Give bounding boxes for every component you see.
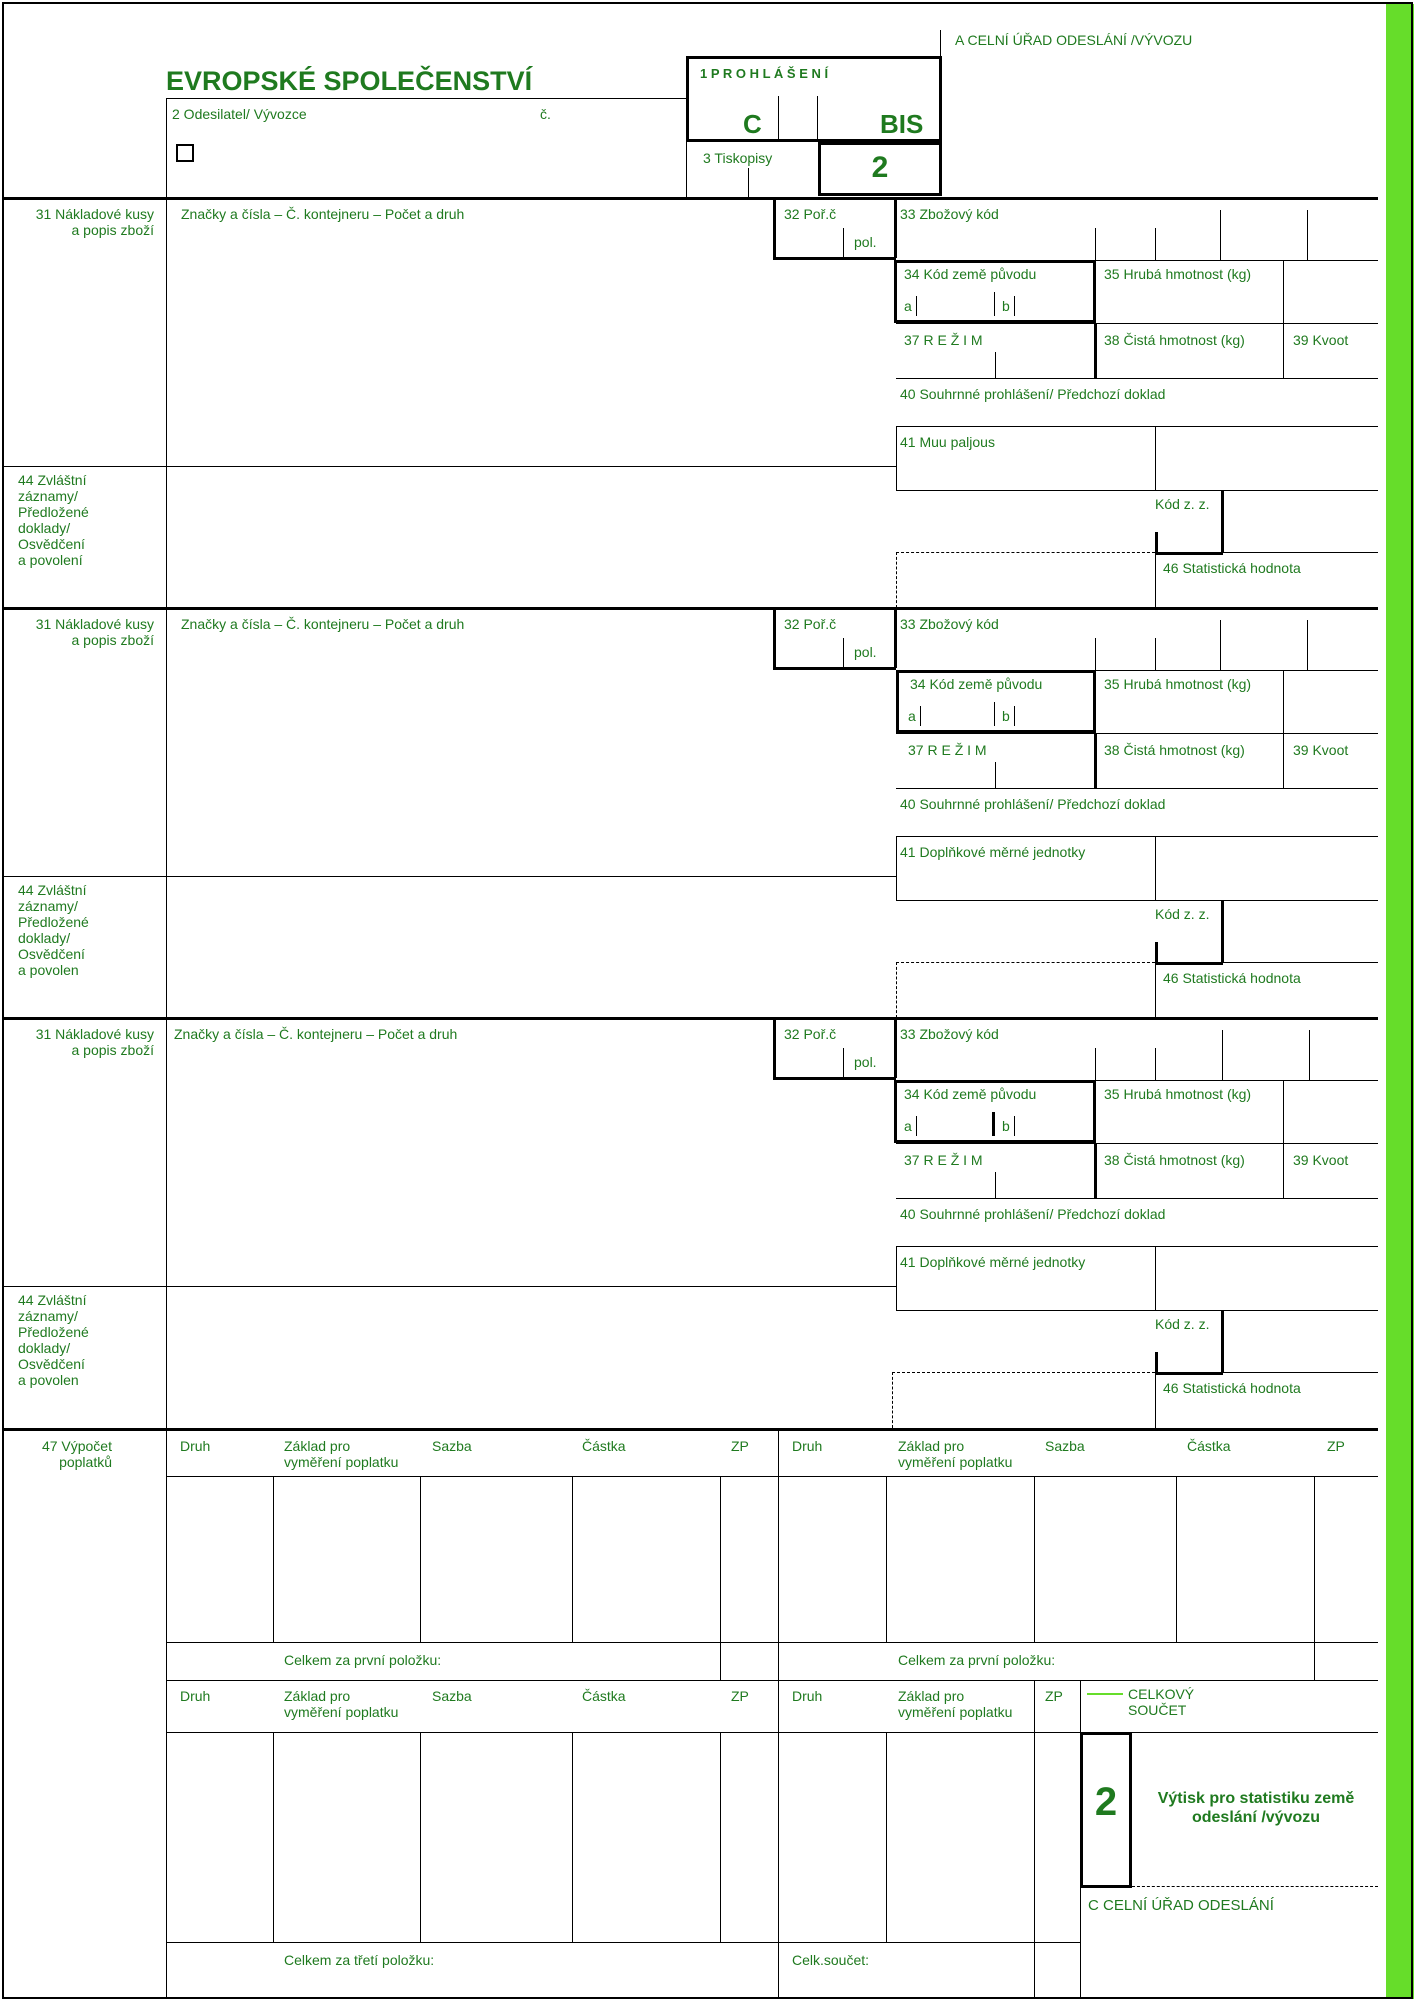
item2-box34-b-tick: [1014, 706, 1015, 726]
item3-box44-top: [4, 1286, 896, 1287]
item2-kod-left: [1155, 942, 1158, 964]
item2-row40-top: [896, 788, 1378, 789]
item3-box41-label: 41 Doplňkové měrné jednotky: [900, 1254, 1086, 1270]
item2-box33-div1: [1095, 638, 1096, 670]
item2-pol-label: pol.: [854, 644, 877, 660]
box-a-label: A CELNÍ ÚŘAD ODESLÁNÍ /VÝVOZU: [955, 32, 1193, 48]
calc2-druh-header: Druh: [792, 1438, 823, 1454]
box1-divider-2: [817, 96, 818, 140]
item2-top-line: [4, 607, 1378, 610]
item3-box33-div3: [1222, 1030, 1223, 1080]
box1-label: 1 P R O H L Á Š E N Í: [700, 66, 829, 81]
item3-marks-label: Značky a čísla – Č. kontejneru – Počet a druh: [174, 1026, 458, 1042]
item3-box34-a-tick: [916, 1116, 917, 1136]
calc2-col-div4: [1314, 1476, 1315, 1680]
item1-box34-label: 34 Kód země původu: [904, 266, 1037, 282]
item1-box41-label: 41 Muu paljous: [900, 434, 995, 450]
item3-left-column-line: [166, 1018, 167, 1428]
community-title: EVROPSKÉ SPOLEČENSTVÍ: [166, 66, 533, 96]
item1-box34-a: a: [904, 298, 912, 314]
item3-box41-div: [1155, 1246, 1156, 1310]
calc1-total-line: [166, 1642, 778, 1643]
item2-left-column-line: [166, 608, 167, 1018]
box3-label: 3 Tiskopisy: [703, 150, 773, 166]
calc4-zp-header: ZP: [1045, 1688, 1063, 1704]
item1-box37-label: 37 R E Ž I M: [904, 332, 983, 348]
calc1-total-label: Celkem za první položku:: [284, 1652, 442, 1668]
item2-box46-label: 46 Statistická hodnota: [1163, 970, 1301, 986]
calc2-zaklad-header: Základ pro vyměření poplatku: [898, 1438, 1013, 1470]
item3-box34-b: b: [1002, 1118, 1010, 1134]
item1-box33-div2: [1155, 228, 1156, 260]
calc1-sazba-header: Sazba: [432, 1438, 472, 1454]
item2-box34-mid-tick: [994, 702, 995, 726]
item3-box35-right: [1283, 1080, 1284, 1198]
item3-box34-b-tick: [1014, 1116, 1015, 1136]
calc3-zaklad-header: Základ pro vyměření poplatku: [284, 1688, 399, 1720]
item3-box33-div4: [1309, 1030, 1310, 1080]
item1-box33-div4: [1307, 210, 1308, 260]
item3-kod-label: Kód z. z.: [1155, 1316, 1210, 1332]
item2-box35-right: [1283, 670, 1284, 788]
item2-kod-label: Kód z. z.: [1155, 906, 1210, 922]
calc1-col-div2: [420, 1476, 421, 1642]
calc3-col-div3: [572, 1732, 573, 1942]
copy-box-dashed-bottom: [1132, 1886, 1378, 1887]
item1-left-column-line: [166, 198, 167, 608]
item1-row41-bottom: [896, 490, 1378, 491]
item1-box40-label: 40 Souhrnné prohlášení/ Předchozí doklad: [900, 386, 1166, 402]
calc-middle-line: [166, 1680, 1378, 1681]
item2-box33-div2: [1155, 638, 1156, 670]
item1-pol-label: pol.: [854, 234, 877, 250]
item2-box46-top: [1223, 962, 1378, 963]
item1-box44-label: 44 Zvláštní záznamy/ Předložené doklady/ Osvědčení a povolení: [18, 472, 89, 568]
box3-tick: [748, 168, 749, 198]
box47-center-line: [778, 1429, 779, 1997]
consignor-checkbox[interactable]: [176, 144, 194, 162]
item3-box37-right: [1094, 1143, 1097, 1199]
item3-box41-left: [896, 1246, 897, 1311]
calc4-total-line: [778, 1942, 1080, 1943]
item2-box33-div4: [1307, 620, 1308, 670]
item2-row41-bottom: [896, 900, 1378, 901]
calc3-total-label: Celkem za třetí položku:: [284, 1952, 435, 1968]
calc3-col-div2: [420, 1732, 421, 1942]
item3-box46-label: 46 Statistická hodnota: [1163, 1380, 1301, 1396]
item2-box46-left: [1155, 962, 1156, 1018]
item1-box46-left: [1155, 552, 1156, 608]
item2-row37-top: [896, 733, 1378, 734]
calc4-col-div2: [1034, 1680, 1035, 1997]
item2-box33-div3: [1220, 620, 1221, 670]
item1-dashed-vertical: [896, 552, 897, 608]
box2-number-label: č.: [540, 106, 551, 122]
item3-box40-label: 40 Souhrnné prohlášení/ Předchozí doklad: [900, 1206, 1166, 1222]
item1-row41-top: [896, 426, 1378, 427]
item2-box32-left: [773, 608, 776, 668]
form-frame: [2, 2, 1413, 1999]
box3-left-line: [686, 142, 687, 198]
calc2-castka-header: Částka: [1187, 1438, 1231, 1454]
calc1-total-div: [720, 1642, 721, 1680]
item3-box33-div2: [1155, 1048, 1156, 1080]
item2-box44-top: [4, 876, 896, 877]
item1-box32-label: 32 Poř.č: [784, 206, 837, 222]
item1-marks-label: Značky a čísla – Č. kontejneru – Počet a druh: [181, 206, 465, 222]
box2-top-line: [166, 98, 688, 99]
item3-box32-label: 32 Poř.č: [784, 1026, 837, 1042]
item3-box38-label: 38 Čistá hmotnost (kg): [1104, 1152, 1245, 1168]
item1-box35-right: [1283, 260, 1284, 378]
copy-number: 2: [1094, 1780, 1118, 1824]
item1-box33-label: 33 Zbožový kód: [900, 206, 999, 222]
item3-dashed-line: [892, 1372, 1155, 1373]
item2-box32-bottom: [773, 667, 896, 670]
calc2-col-div2: [1034, 1476, 1035, 1642]
item2-box32-label: 32 Poř.č: [784, 616, 837, 632]
item3-kod-right: [1221, 1311, 1224, 1373]
calc1-zaklad-header: Základ pro vyměření poplatku: [284, 1438, 399, 1470]
item3-box32-right: [894, 1018, 897, 1078]
calc3-col-div1: [273, 1732, 274, 1942]
item1-box44-top: [4, 466, 896, 467]
item2-row41-top: [896, 836, 1378, 837]
item2-box32-right: [894, 608, 897, 668]
calc2-zp-header: ZP: [1327, 1438, 1345, 1454]
item2-box37-label: 37 R E Ž I M: [908, 742, 987, 758]
item2-box40-label: 40 Souhrnné prohlášení/ Předchozí doklad: [900, 796, 1166, 812]
item2-marks-label: Značky a čísla – Č. kontejneru – Počet a druh: [181, 616, 465, 632]
item3-dashed-vertical: [892, 1372, 893, 1428]
item1-top-line: [4, 197, 1378, 200]
item3-box31-label: 31 Nákladové kusy a popis zboží: [35, 1026, 154, 1058]
calc2-header-line: [778, 1476, 1378, 1477]
calc2-col-div3: [1176, 1476, 1177, 1642]
calc1-druh-header: Druh: [180, 1438, 211, 1454]
box47-top-line: [4, 1428, 1378, 1431]
item1-box37-right: [1094, 323, 1097, 379]
item1-dashed-line: [896, 552, 1155, 553]
item2-dashed-vertical: [896, 962, 897, 1018]
item2-box41-label: 41 Doplňkové měrné jednotky: [900, 844, 1086, 860]
item1-box41-left: [896, 426, 897, 491]
calc4-col-div1: [886, 1732, 887, 1942]
box1-type-bis[interactable]: BIS: [880, 109, 924, 139]
item3-box35-label: 35 Hrubá hmotnost (kg): [1104, 1086, 1252, 1102]
item2-box41-div: [1155, 836, 1156, 900]
calc3-castka-header: Částka: [582, 1688, 626, 1704]
box2-label: 2 Odesilatel/ Vývozce: [172, 106, 307, 122]
box1-divider-1: [778, 96, 779, 140]
item3-row41-top: [896, 1246, 1378, 1247]
item3-box46-top: [1223, 1372, 1378, 1373]
item1-box46-label: 46 Statistická hodnota: [1163, 560, 1301, 576]
item1-box33-div3: [1220, 210, 1221, 260]
item2-box39-label: 39 Kvoot: [1293, 742, 1349, 758]
calc4-druh-header: Druh: [792, 1688, 823, 1704]
calc2-total-label: Celkem za první položku:: [898, 1652, 1056, 1668]
item1-box34-b-tick: [1014, 296, 1015, 316]
calc1-castka-header: Částka: [582, 1438, 626, 1454]
item3-kod-bottom: [1155, 1372, 1223, 1375]
item3-box34-label: 34 Kód země původu: [904, 1086, 1037, 1102]
box3-value[interactable]: 2: [871, 151, 889, 184]
item1-row37-top: [896, 323, 1378, 324]
item1-kod-bottom: [1155, 552, 1223, 555]
item3-kod-left: [1155, 1352, 1158, 1374]
calc4-total-label: Celk.součet:: [792, 1952, 870, 1968]
item2-box34-a: a: [908, 708, 916, 724]
item1-box34-mid-tick: [994, 292, 995, 316]
box-a-left-border: [940, 30, 941, 56]
calc1-header-line: [166, 1476, 778, 1477]
calc3-total-line: [166, 1942, 778, 1943]
item3-box32-tick: [843, 1048, 844, 1078]
item2-box41-left: [896, 836, 897, 901]
item1-box34-b: b: [1002, 298, 1010, 314]
item1-box33-div1: [1095, 228, 1096, 260]
item1-box38-label: 38 Čistá hmotnost (kg): [1104, 332, 1245, 348]
calc3-zp-header: ZP: [731, 1688, 749, 1704]
item1-box35-label: 35 Hrubá hmotnost (kg): [1104, 266, 1252, 282]
item3-box44-label: 44 Zvláštní záznamy/ Předložené doklady/ Osvědčení a povolen: [18, 1292, 89, 1388]
item1-box37-tick: [995, 352, 996, 378]
item3-box32-bottom: [773, 1077, 896, 1080]
copy-description: Výtisk pro statistiku země odeslání /vývozu: [1157, 1790, 1355, 1826]
item3-row41-bottom: [896, 1310, 1378, 1311]
box47-label: 47 Výpočet poplatků: [41, 1438, 112, 1470]
item2-box34-a-tick: [920, 706, 921, 726]
calc1-col-div4: [720, 1476, 721, 1642]
item3-box32-left: [773, 1018, 776, 1078]
item2-box38-label: 38 Čistá hmotnost (kg): [1104, 742, 1245, 758]
item2-kod-right: [1221, 901, 1224, 963]
item1-box34-a-tick: [916, 296, 917, 316]
item2-kod-bottom: [1155, 962, 1223, 965]
item1-box39-label: 39 Kvoot: [1293, 332, 1349, 348]
calc1-col-div3: [572, 1476, 573, 1642]
item1-box31-label: 31 Nákladové kusy a popis zboží: [35, 206, 154, 238]
item2-box32-tick: [843, 638, 844, 668]
calc2-total-line: [778, 1642, 1378, 1643]
item2-box34-b: b: [1002, 708, 1010, 724]
calc3-sazba-header: Sazba: [432, 1688, 472, 1704]
item1-box46-top: [1223, 552, 1378, 553]
item3-top-line: [4, 1017, 1378, 1020]
item2-box37-right: [1094, 733, 1097, 789]
item3-row40-top: [896, 1198, 1378, 1199]
item2-dashed-line: [896, 962, 1155, 963]
calc1-col-div1: [273, 1476, 274, 1642]
box-c-label: C CELNÍ ÚŘAD ODESLÁNÍ: [1088, 1897, 1274, 1914]
item3-box34-mid-tick: [992, 1112, 995, 1136]
total-sum-marker-line: [1087, 1693, 1123, 1695]
item1-kod-left: [1155, 532, 1158, 554]
calc3-header-line: [166, 1732, 778, 1733]
item3-box39-label: 39 Kvoot: [1293, 1152, 1349, 1168]
item2-box34-label: 34 Kód země původu: [910, 676, 1043, 692]
box2-left-line: [166, 98, 167, 198]
item2-box37-tick: [995, 762, 996, 788]
total-sum-label: CELKOVÝ SOUČET: [1128, 1686, 1195, 1718]
calc3-druh-header: Druh: [180, 1688, 211, 1704]
item3-box34-a: a: [904, 1118, 912, 1134]
item3-row37-top: [896, 1143, 1378, 1144]
item3-box37-label: 37 R E Ž I M: [904, 1152, 983, 1168]
box47-left-line: [166, 1429, 167, 1997]
item1-kod-right: [1221, 491, 1224, 553]
item1-box32-right: [894, 198, 897, 258]
box1-type-c[interactable]: C: [743, 109, 762, 139]
item1-row40-top: [896, 378, 1378, 379]
item2-box33-label: 33 Zbožový kód: [900, 616, 999, 632]
calc2-sazba-header: Sazba: [1045, 1438, 1085, 1454]
item3-box33-label: 33 Zbožový kód: [900, 1026, 999, 1042]
calc4-zaklad-header: Základ pro vyměření poplatku: [898, 1688, 1013, 1720]
calc3-col-div4: [720, 1732, 721, 1942]
item1-box32-bottom: [773, 257, 896, 260]
item3-pol-label: pol.: [854, 1054, 877, 1070]
item2-box44-label: 44 Zvláštní záznamy/ Předložené doklady/ Osvědčení a povolen: [18, 882, 89, 978]
item1-box32-tick: [843, 228, 844, 258]
item1-box32-left: [773, 198, 776, 258]
item2-box31-label: 31 Nákladové kusy a popis zboží: [35, 616, 154, 648]
calc1-zp-header: ZP: [731, 1438, 749, 1454]
calc2-col-div1: [886, 1476, 887, 1642]
item1-kod-label: Kód z. z.: [1155, 496, 1210, 512]
item2-box35-label: 35 Hrubá hmotnost (kg): [1104, 676, 1252, 692]
item3-box46-left: [1155, 1372, 1156, 1428]
item3-box33-div1: [1095, 1048, 1096, 1080]
item1-box41-div: [1155, 426, 1156, 490]
item3-box37-tick: [995, 1172, 996, 1198]
